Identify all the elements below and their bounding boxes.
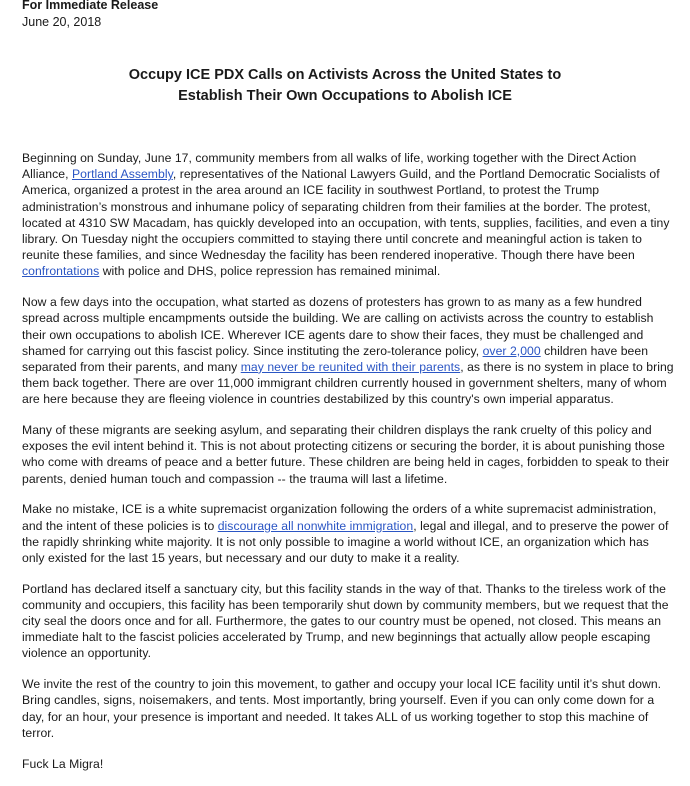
paragraph-6: We invite the rest of the country to join this movement, to gather and occupy your local ICE facility until it’s shut down. Bring candles, signs, noisemakers, and tents. Most importantly, bring yourself. Even if you can only come down for a day, for an hour, your presence is important and needed. It takes ALL of us working together to stop this machine of terror. — [22, 677, 662, 740]
never-reunited-link[interactable]: may never be reunited with their parents — [240, 359, 461, 374]
release-body — [22, 150, 674, 786]
paragraph-5: Portland has declared itself a sanctuary city, but this facility stands in the way of that. Thanks to the tireless work of the community and occupiers, this facility has been temporarily shut down by community members, but we request that the city seal the doors once and for all. Furthermore, the gates to our country must be opened, not closed. This means an immediate halt to the fascist policies accelerated by Trump, and new beginnings that actually allow people escaping violence an opportunity. — [22, 581, 669, 661]
over-2000-link[interactable]: over 2,000 — [482, 343, 541, 358]
title-line-2: Establish Their Own Occupations to Abolish ICE — [178, 88, 512, 104]
portland-assembly-link[interactable]: Portland Assembly — [71, 167, 173, 182]
p2-text-b: children have been separated from their parents, and many — [22, 343, 649, 374]
p1-text-b: , representatives of the National Lawyers Guild, and the Portland Democratic Socialists of America, organized a protest in the area around an ICE facility in southwest Portland, to protest the Trump administration’s monstrous and inhumane policy of separating children from their families at the border. The protest, located at 4310 SW Macadam, has quickly developed into an occupation, with tents, supplies, facilities, and even a tiny library. On Tuesday night the occupiers committed to staying there until concrete and meaningful action is taken to reunite these families, and since Wednesday the facility has been rendered inoperative. Though there have been — [22, 167, 670, 263]
discourage-immigration-link[interactable]: discourage all nonwhite immigration — [217, 518, 414, 533]
confrontations-link[interactable]: confrontations — [22, 264, 100, 279]
p1-text-a: Beginning on Sunday, June 17, community members from all walks of life, working together with the Direct Action Alliance, — [22, 151, 637, 182]
p4-text-a: Make no mistake, ICE is a white supremacist organization following the orders of a white supremacist administration, and the intent of these policies is to — [22, 502, 657, 533]
p4-text-b: , legal and illegal, and to preserve the power of the rapidly shrinking white majority. It is not only possible to imagine a world without ICE, an organization which has only existed for the last 15 years, but necessary and our duty to make it a reality. — [22, 518, 669, 565]
release-date: June 20, 2018 — [22, 15, 102, 29]
p2-text-a: Now a few days into the occupation, what started as dozens of protesters has grown to as many as a few hundred spread across multiple encampments outside the building. We are calling on activists across the country to establish their own occupations to abolish ICE. Wherever ICE agents dare to show their faces, they must be challenged and shamed for carrying out this fascist policy. Since instituting the zero-tolerance policy, — [22, 295, 654, 358]
paragraph-3: Many of these migrants are seeking asylum, and separating their children displays the rank cruelty of this policy and exposes the evil intent behind it. This is not about protecting citizens or securing the border, it is about punishing those who come with dreams of peace and a better future. These children are being held in cages, forbidden to speak to their parents, denied human touch and compassion -- the trauma will last a lifetime. — [22, 423, 670, 486]
page-title — [0, 65, 690, 107]
title-line-1: Occupy ICE PDX Calls on Activists Across the United States to — [128, 67, 562, 83]
p2-text-c: , as there is no system in place to bring them back together. There are over 11,000 immigrant children currently housed in government shelters, many of whom are here because they are fleeing violence in countries destabilized by this country's own imperial apparatus. — [22, 359, 674, 407]
p1-text-c: with police and DHS, police repression has remained minimal. — [99, 264, 441, 279]
paragraph-4 — [22, 501, 674, 566]
release-label: For Immediate Release — [22, 0, 159, 12]
paragraph-1 — [22, 150, 674, 280]
closing-line: Fuck La Migra! — [22, 756, 104, 771]
paragraph-2 — [22, 294, 674, 407]
